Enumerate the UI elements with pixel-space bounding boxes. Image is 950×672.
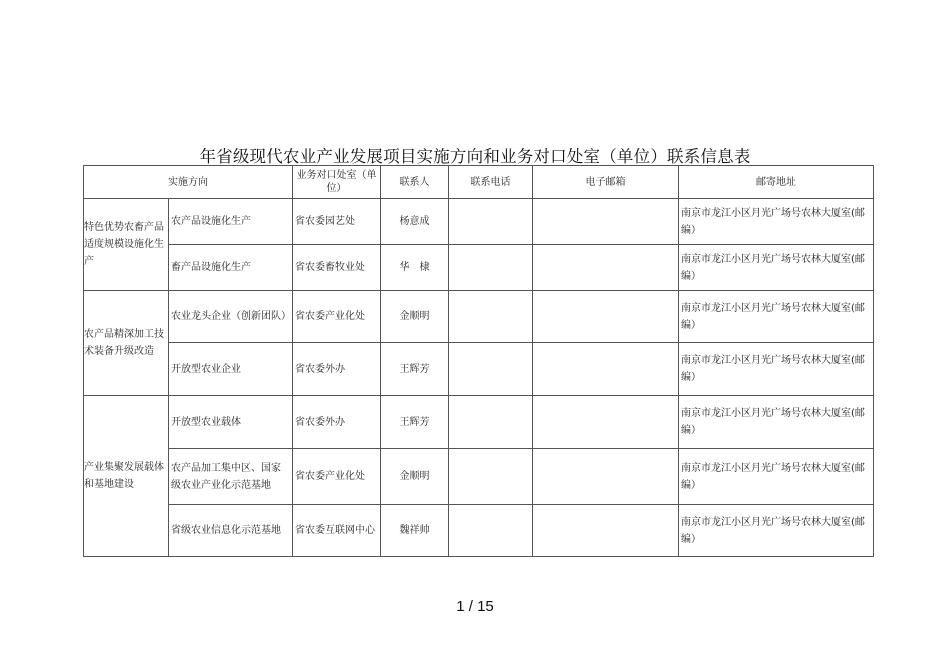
page-number: 1 / 15 [456,598,494,615]
email-cell [533,291,679,343]
table-row [84,199,874,245]
table-row [84,291,874,343]
sub-direction-cell: 农产品加工集中区、国家级农业产业化示范基地 [169,449,293,505]
address-cell: 南京市龙江小区月光广场号农林大厦室(邮编） [679,199,874,245]
office-cell: 省农委产业化处 [293,449,381,505]
office-cell: 省农委互联网中心 [293,505,381,557]
header-office: 业务对口处室（单位） [293,166,381,199]
email-cell [533,199,679,245]
header-row [84,166,874,199]
email-cell [533,449,679,505]
sub-direction-cell: 省级农业信息化示范基地 [169,505,293,557]
address-cell: 南京市龙江小区月光广场号农林大厦室(邮编） [679,343,874,396]
contact-cell: 王辉芳 [381,343,449,396]
direction-cell: 特色优势农畜产品适度规模设施化生产 [84,199,169,291]
phone-cell [449,291,533,343]
header-phone: 联系电话 [449,166,533,199]
direction-cell: 农产品精深加工技术装备升级改造 [84,291,169,396]
office-cell: 省农委产业化处 [293,291,381,343]
sub-direction-cell: 农产品设施化生产 [169,199,293,245]
contact-cell: 王辉芳 [381,396,449,449]
office-cell: 省农委外办 [293,343,381,396]
email-cell [533,505,679,557]
contact-cell: 华 棣 [381,245,449,291]
phone-cell [449,199,533,245]
email-cell [533,343,679,396]
email-cell [533,396,679,449]
header-address: 邮寄地址 [679,166,874,199]
email-cell [533,245,679,291]
sub-direction-cell: 畜产品设施化生产 [169,245,293,291]
document-title: 年省级现代农业产业发展项目实施方向和业务对口处室（单位）联系信息表 [199,147,751,166]
contact-cell: 金顺明 [381,449,449,505]
table-row [84,343,874,396]
direction-cell: 产业集聚发展载体和基地建设 [84,396,169,557]
table-row [84,449,874,505]
office-cell: 省农委畜牧业处 [293,245,381,291]
sub-direction-cell: 农业龙头企业（创新团队） [169,291,293,343]
address-cell: 南京市龙江小区月光广场号农林大厦室(邮编） [679,449,874,505]
address-cell: 南京市龙江小区月光广场号农林大厦室(邮编） [679,245,874,291]
contact-cell: 杨意成 [381,199,449,245]
phone-cell [449,343,533,396]
header-email: 电子邮箱 [533,166,679,199]
table-row [84,505,874,557]
phone-cell [449,449,533,505]
sub-direction-cell: 开放型农业企业 [169,343,293,396]
table-row [84,396,874,449]
sub-direction-cell: 开放型农业载体 [169,396,293,449]
address-cell: 南京市龙江小区月光广场号农林大厦室(邮编） [679,291,874,343]
contact-cell: 金顺明 [381,291,449,343]
table-row [84,245,874,291]
phone-cell [449,396,533,449]
phone-cell [449,245,533,291]
phone-cell [449,505,533,557]
contact-info-table [83,165,874,557]
office-cell: 省农委外办 [293,396,381,449]
header-contact: 联系人 [381,166,449,199]
header-direction: 实施方向 [84,166,293,199]
contact-cell: 魏祥帅 [381,505,449,557]
office-cell: 省农委园艺处 [293,199,381,245]
address-cell: 南京市龙江小区月光广场号农林大厦室(邮编） [679,396,874,449]
address-cell: 南京市龙江小区月光广场号农林大厦室(邮编） [679,505,874,557]
